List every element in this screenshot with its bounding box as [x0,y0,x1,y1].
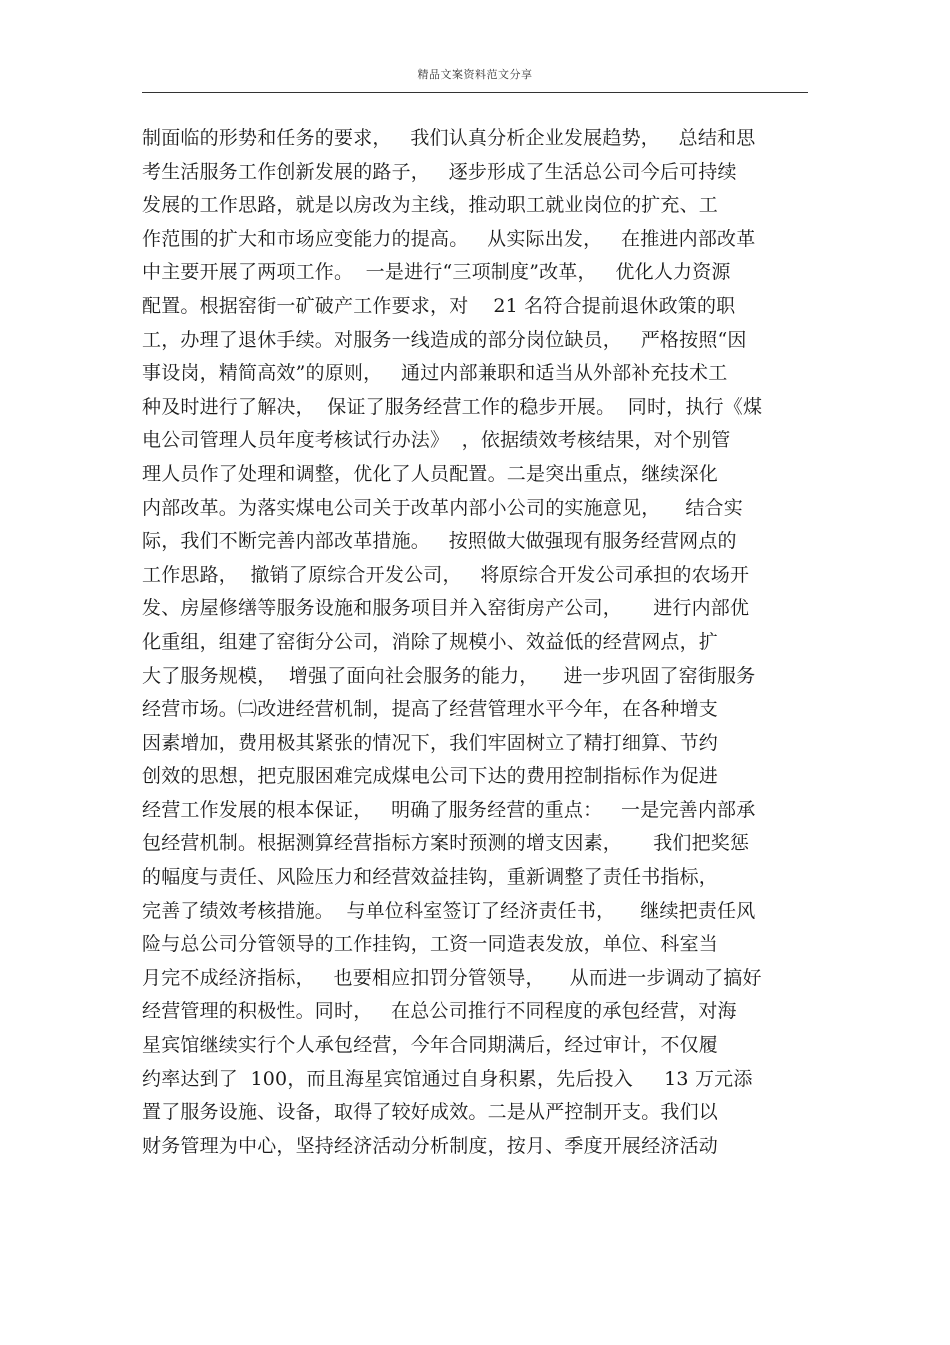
header-title: 精品文案资料范文分享 [417,68,533,81]
text-line: 大了服务规模， 增强了面向社会服务的能力， 进一步巩固了窑街服务 [142,664,756,687]
text-line: 创效的思想，把克服困难完成煤电公司下达的费用控制指标作为促进 [142,765,719,788]
text-line: 险与总公司分管领导的工作挂钩，工资一同造表发放，单位、科室当 [142,933,719,956]
text-line: 经营管理的积极性。同时， 在总公司推行不同程度的承包经营，对海 [142,1000,737,1023]
body-text [142,122,822,1163]
text-line: 工，办理了退休手续。对服务一线造成的部分岗位缺员， 严格按照“因 [142,328,747,351]
text-line: 月完不成经济指标， 也要相应扣罚分管领导， 从而进一步调动了搞好 [142,966,762,989]
text-line: 工作思路， 撤销了原综合开发公司， 将原综合开发公司承担的农场开 [142,563,750,586]
text-line: 制面临的形势和任务的要求， 我们认真分析企业发展趋势， 总结和思 [142,127,756,149]
text-line: 约率达到了 100，而且海星宾馆通过自身积累，先后投入 13 万元添 [142,1067,753,1090]
text-line: 的幅度与责任、风险压力和经营效益挂钩，重新调整了责任书指标， [142,866,719,889]
text-line: 配置。根据窑街一矿破产工作要求，对 21 名符合提前退休政策的职 [142,294,736,317]
text-line: 置了服务设施、设备，取得了较好成效。二是从严控制开支。我们以 [142,1101,719,1124]
text-line: 事设岗，精简高效”的原则， 通过内部兼职和适当从外部补充技术工 [142,362,728,385]
text-line: 中主要开展了两项工作。 一是进行“三项制度”改革， 优化人力资源 [142,261,731,284]
text-line: 经营工作发展的根本保证， 明确了服务经营的重点： 一是完善内部承 [142,798,756,821]
text-line: 种及时进行了解决， 保证了服务经营工作的稳步开展。 同时，执行《煤 [142,395,763,418]
text-line: 内部改革。为落实煤电公司关于改革内部小公司的实施意见， 结合实 [142,496,743,519]
text-line: 因素增加，费用极其紧张的情况下，我们牢固树立了精打细算、节约 [142,731,719,754]
text-line: 经营市场。㈡改进经营机制，提高了经营管理水平今年，在各种增支 [142,698,719,721]
text-line: 完善了绩效考核措施。 与单位科室签订了经济责任书， 继续把责任风 [142,899,756,922]
text-line: 财务管理为中心，坚持经济活动分析制度，按月、季度开展经济活动 [142,1134,719,1157]
text-line: 电公司管理人员年度考核试行办法》 ，依据绩效考核结果，对个别管 [142,429,731,452]
text-line: 包经营机制。根据测算经营指标方案时预测的增支因素， 我们把奖惩 [142,832,750,855]
text-line: 考生活服务工作创新发展的路子， 逐步形成了生活总公司今后可持续 [142,160,737,183]
text-line: 发、房屋修缮等服务设施和服务项目并入窑街房产公司， 进行内部优 [142,597,750,620]
text-line: 际，我们不断完善内部改革措施。 按照做大做强现有服务经营网点的 [142,530,737,553]
text-line: 理人员作了处理和调整，优化了人员配置。二是突出重点，继续深化 [142,462,719,485]
page-header [142,62,808,93]
text-line: 化重组，组建了窑街分公司，消除了规模小、效益低的经营网点，扩 [142,630,719,653]
text-line: 星宾馆继续实行个人承包经营，今年合同期满后，经过审计，不仅履 [142,1034,719,1057]
text-line: 发展的工作思路，就是以房改为主线，推动职工就业岗位的扩充、工 [142,194,719,217]
text-line: 作范围的扩大和市场应变能力的提高。 从实际出发， 在推进内部改革 [142,227,756,250]
